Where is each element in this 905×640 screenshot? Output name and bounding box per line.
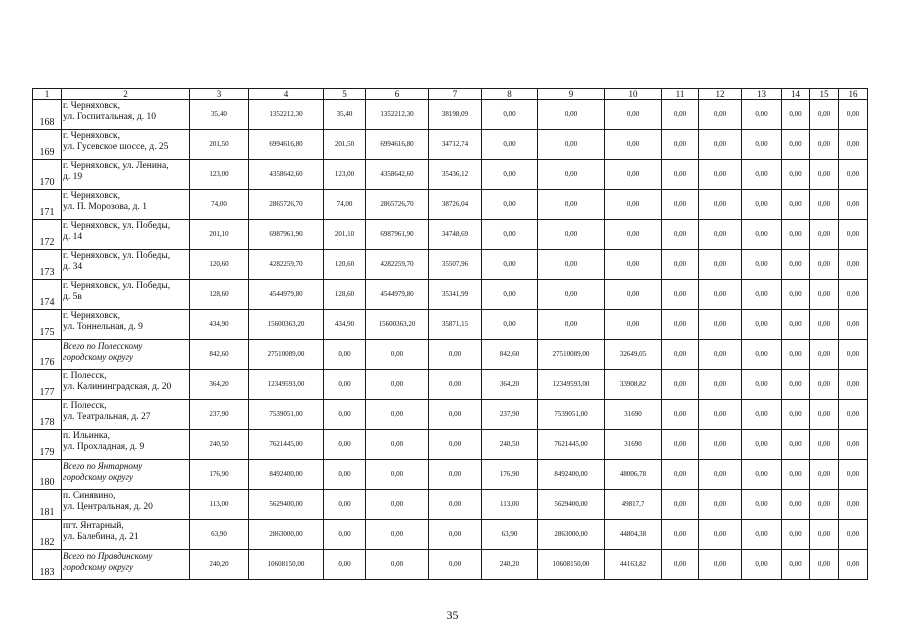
value-cell: 0,00: [839, 310, 868, 340]
value-cell: 0,00: [662, 430, 699, 460]
value-cell: 0,00: [662, 220, 699, 250]
value-cell: 15600363,20: [366, 310, 429, 340]
value-cell: 0,00: [810, 220, 839, 250]
value-cell: 0,00: [839, 400, 868, 430]
value-cell: 0,00: [482, 280, 538, 310]
value-cell: 0,00: [429, 370, 482, 400]
value-cell: 0,00: [662, 340, 699, 370]
value-cell: 0,00: [538, 220, 605, 250]
table-row: [33, 430, 868, 460]
value-cell: 0,00: [839, 370, 868, 400]
address-cell: г. Черняховск, ул. Госпитальная, д. 10: [62, 100, 190, 130]
value-cell: 0,00: [839, 190, 868, 220]
row-number: 169: [33, 130, 62, 160]
column-header: 13: [742, 89, 782, 100]
value-cell: 49817,7: [605, 490, 662, 520]
value-cell: 0,00: [324, 340, 366, 370]
table-row: [33, 460, 868, 490]
value-cell: 0,00: [782, 430, 810, 460]
value-cell: 0,00: [482, 190, 538, 220]
row-number: 172: [33, 220, 62, 250]
value-cell: 0,00: [742, 400, 782, 430]
value-cell: 0,00: [839, 220, 868, 250]
value-cell: 364,20: [190, 370, 249, 400]
address-cell: г. Черняховск, ул. Победы, д. 14: [62, 220, 190, 250]
value-cell: 0,00: [742, 190, 782, 220]
value-cell: 0,00: [482, 310, 538, 340]
value-cell: 6994616,80: [366, 130, 429, 160]
column-header: 6: [366, 89, 429, 100]
value-cell: 0,00: [429, 340, 482, 370]
value-cell: 0,00: [662, 130, 699, 160]
value-cell: 0,00: [605, 220, 662, 250]
column-header: 9: [538, 89, 605, 100]
value-cell: 0,00: [699, 130, 742, 160]
value-cell: 0,00: [662, 310, 699, 340]
value-cell: 27510089,00: [538, 340, 605, 370]
value-cell: 0,00: [782, 130, 810, 160]
value-cell: 0,00: [742, 370, 782, 400]
value-cell: 237,90: [482, 400, 538, 430]
column-header: 10: [605, 89, 662, 100]
value-cell: 0,00: [742, 550, 782, 580]
value-cell: 0,00: [782, 250, 810, 280]
value-cell: 0,00: [839, 490, 868, 520]
value-cell: 0,00: [782, 460, 810, 490]
address-cell: г. Полесск, ул. Калининградская, д. 20: [62, 370, 190, 400]
value-cell: 0,00: [742, 250, 782, 280]
value-cell: 0,00: [429, 430, 482, 460]
value-cell: 0,00: [538, 250, 605, 280]
value-cell: 38198,09: [429, 100, 482, 130]
value-cell: 0,00: [699, 520, 742, 550]
value-cell: 7621445,00: [538, 430, 605, 460]
address-cell: г. Черняховск, ул. Гусевское шоссе, д. 25: [62, 130, 190, 160]
value-cell: 2863000,00: [538, 520, 605, 550]
value-cell: 240,20: [482, 550, 538, 580]
row-number: 181: [33, 490, 62, 520]
value-cell: 0,00: [742, 520, 782, 550]
value-cell: 0,00: [810, 280, 839, 310]
value-cell: 0,00: [366, 340, 429, 370]
address-cell: п. Ильинка, ул. Прохладная, д. 9: [62, 430, 190, 460]
value-cell: 176,90: [482, 460, 538, 490]
value-cell: 0,00: [810, 160, 839, 190]
value-cell: 0,00: [810, 550, 839, 580]
value-cell: 74,00: [190, 190, 249, 220]
value-cell: 0,00: [782, 190, 810, 220]
row-number: 183: [33, 550, 62, 580]
column-header: 14: [782, 89, 810, 100]
table-row: [33, 550, 868, 580]
row-number: 182: [33, 520, 62, 550]
column-header: 12: [699, 89, 742, 100]
row-number: 175: [33, 310, 62, 340]
value-cell: 34748,69: [429, 220, 482, 250]
table-row: [33, 130, 868, 160]
value-cell: 0,00: [810, 310, 839, 340]
value-cell: 0,00: [782, 370, 810, 400]
value-cell: 7621445,00: [249, 430, 324, 460]
value-cell: 0,00: [742, 340, 782, 370]
column-header: 11: [662, 89, 699, 100]
header-row: [33, 89, 868, 100]
value-cell: 0,00: [662, 280, 699, 310]
value-cell: 5629400,00: [249, 490, 324, 520]
value-cell: 0,00: [429, 520, 482, 550]
value-cell: 0,00: [662, 190, 699, 220]
value-cell: 0,00: [605, 250, 662, 280]
row-number: 168: [33, 100, 62, 130]
value-cell: 0,00: [366, 430, 429, 460]
value-cell: 0,00: [429, 550, 482, 580]
value-cell: 0,00: [699, 460, 742, 490]
value-cell: 113,00: [190, 490, 249, 520]
value-cell: 0,00: [742, 490, 782, 520]
value-cell: 0,00: [538, 190, 605, 220]
district-total-label: Всего по Полесскому городскому округу: [62, 340, 190, 370]
value-cell: 38726,04: [429, 190, 482, 220]
value-cell: 0,00: [662, 550, 699, 580]
value-cell: 0,00: [662, 100, 699, 130]
value-cell: 0,00: [839, 340, 868, 370]
column-header: 2: [62, 89, 190, 100]
table-row: [33, 160, 868, 190]
value-cell: 0,00: [699, 490, 742, 520]
value-cell: 0,00: [605, 190, 662, 220]
value-cell: 4358642,60: [366, 160, 429, 190]
table-row: [33, 340, 868, 370]
table-row: [33, 490, 868, 520]
value-cell: 44804,38: [605, 520, 662, 550]
district-total-label: Всего по Янтарному городскому округу: [62, 460, 190, 490]
value-cell: 0,00: [839, 520, 868, 550]
value-cell: 0,00: [810, 400, 839, 430]
value-cell: 35436,12: [429, 160, 482, 190]
value-cell: 201,50: [190, 130, 249, 160]
value-cell: 10608150,00: [538, 550, 605, 580]
value-cell: 63,90: [482, 520, 538, 550]
value-cell: 113,00: [482, 490, 538, 520]
value-cell: 434,90: [190, 310, 249, 340]
value-cell: 0,00: [782, 520, 810, 550]
value-cell: 0,00: [324, 430, 366, 460]
value-cell: 2863000,00: [249, 520, 324, 550]
row-number: 180: [33, 460, 62, 490]
row-number: 170: [33, 160, 62, 190]
value-cell: 0,00: [742, 460, 782, 490]
value-cell: 0,00: [482, 100, 538, 130]
value-cell: 35,40: [324, 100, 366, 130]
value-cell: 123,00: [190, 160, 249, 190]
value-cell: 128,60: [324, 280, 366, 310]
value-cell: 0,00: [366, 550, 429, 580]
value-cell: 0,00: [366, 460, 429, 490]
value-cell: 0,00: [810, 340, 839, 370]
value-cell: 0,00: [810, 460, 839, 490]
value-cell: 0,00: [699, 370, 742, 400]
value-cell: 0,00: [810, 190, 839, 220]
value-cell: 0,00: [782, 100, 810, 130]
value-cell: 0,00: [782, 160, 810, 190]
column-header: 16: [839, 89, 868, 100]
value-cell: 0,00: [662, 160, 699, 190]
address-cell: г. Черняховск, ул. П. Морозова, д. 1: [62, 190, 190, 220]
value-cell: 0,00: [839, 160, 868, 190]
value-cell: 0,00: [366, 490, 429, 520]
value-cell: 0,00: [839, 460, 868, 490]
value-cell: 176,90: [190, 460, 249, 490]
value-cell: 0,00: [699, 340, 742, 370]
page-number: 35: [446, 608, 459, 622]
row-number: 178: [33, 400, 62, 430]
value-cell: 240,50: [190, 430, 249, 460]
value-cell: 33908,82: [605, 370, 662, 400]
value-cell: 0,00: [699, 430, 742, 460]
value-cell: 0,00: [662, 490, 699, 520]
value-cell: 4544979,80: [366, 280, 429, 310]
address-cell: г. Полесск, ул. Театральная, д. 27: [62, 400, 190, 430]
value-cell: 240,20: [190, 550, 249, 580]
table-row: [33, 100, 868, 130]
data-table: [32, 88, 868, 580]
value-cell: 15600363,20: [249, 310, 324, 340]
value-cell: 0,00: [839, 130, 868, 160]
column-header: 7: [429, 89, 482, 100]
value-cell: 0,00: [662, 370, 699, 400]
value-cell: 0,00: [742, 100, 782, 130]
value-cell: 0,00: [662, 520, 699, 550]
value-cell: 0,00: [662, 400, 699, 430]
value-cell: 0,00: [605, 100, 662, 130]
value-cell: 0,00: [538, 280, 605, 310]
value-cell: 31690: [605, 430, 662, 460]
value-cell: 120,60: [190, 250, 249, 280]
value-cell: 0,00: [810, 370, 839, 400]
value-cell: 0,00: [742, 430, 782, 460]
value-cell: 120,60: [324, 250, 366, 280]
value-cell: 128,60: [190, 280, 249, 310]
value-cell: 0,00: [699, 100, 742, 130]
value-cell: 0,00: [782, 490, 810, 520]
value-cell: 0,00: [324, 550, 366, 580]
value-cell: 4282259,70: [366, 250, 429, 280]
value-cell: 842,60: [482, 340, 538, 370]
value-cell: 237,90: [190, 400, 249, 430]
value-cell: 0,00: [482, 160, 538, 190]
value-cell: 434,90: [324, 310, 366, 340]
row-number: 176: [33, 340, 62, 370]
value-cell: 10608150,00: [249, 550, 324, 580]
value-cell: 35,40: [190, 100, 249, 130]
row-number: 171: [33, 190, 62, 220]
value-cell: 0,00: [742, 160, 782, 190]
value-cell: 0,00: [810, 100, 839, 130]
value-cell: 0,00: [699, 250, 742, 280]
value-cell: 12349593,00: [249, 370, 324, 400]
value-cell: 0,00: [742, 220, 782, 250]
value-cell: 35341,99: [429, 280, 482, 310]
column-header: 4: [249, 89, 324, 100]
value-cell: 6987961,90: [249, 220, 324, 250]
value-cell: 0,00: [782, 340, 810, 370]
value-cell: 0,00: [605, 310, 662, 340]
value-cell: 0,00: [605, 280, 662, 310]
district-total-label: Всего по Правдинскому городскому округу: [62, 550, 190, 580]
value-cell: 0,00: [699, 310, 742, 340]
value-cell: 0,00: [324, 520, 366, 550]
value-cell: 35871,15: [429, 310, 482, 340]
value-cell: 842,60: [190, 340, 249, 370]
value-cell: 201,10: [190, 220, 249, 250]
value-cell: 0,00: [782, 310, 810, 340]
value-cell: 0,00: [742, 130, 782, 160]
value-cell: 0,00: [839, 280, 868, 310]
value-cell: 0,00: [482, 130, 538, 160]
value-cell: 0,00: [662, 460, 699, 490]
value-cell: 0,00: [366, 520, 429, 550]
column-header: 1: [33, 89, 62, 100]
value-cell: 12349593,00: [538, 370, 605, 400]
value-cell: 0,00: [742, 310, 782, 340]
value-cell: 0,00: [782, 400, 810, 430]
value-cell: 2865726,70: [366, 190, 429, 220]
value-cell: 48006,78: [605, 460, 662, 490]
table-row: [33, 310, 868, 340]
value-cell: 0,00: [742, 280, 782, 310]
value-cell: 2865726,70: [249, 190, 324, 220]
value-cell: 0,00: [699, 550, 742, 580]
value-cell: 0,00: [429, 400, 482, 430]
value-cell: 364,20: [482, 370, 538, 400]
value-cell: 0,00: [429, 460, 482, 490]
value-cell: 1352212,30: [249, 100, 324, 130]
value-cell: 0,00: [699, 400, 742, 430]
value-cell: 8492400,00: [249, 460, 324, 490]
value-cell: 4544979,80: [249, 280, 324, 310]
value-cell: 0,00: [810, 250, 839, 280]
value-cell: 34712,74: [429, 130, 482, 160]
value-cell: 0,00: [605, 130, 662, 160]
value-cell: 0,00: [605, 160, 662, 190]
value-cell: 35507,96: [429, 250, 482, 280]
value-cell: 0,00: [324, 400, 366, 430]
value-cell: 0,00: [366, 370, 429, 400]
value-cell: 0,00: [782, 280, 810, 310]
value-cell: 74,00: [324, 190, 366, 220]
value-cell: 0,00: [538, 100, 605, 130]
value-cell: 0,00: [429, 490, 482, 520]
value-cell: 0,00: [699, 190, 742, 220]
table-row: [33, 520, 868, 550]
column-header: 15: [810, 89, 839, 100]
table-row: [33, 400, 868, 430]
table-row: [33, 370, 868, 400]
address-cell: г. Черняховск, ул. Ленина, д. 19: [62, 160, 190, 190]
column-header: 8: [482, 89, 538, 100]
value-cell: 4282259,70: [249, 250, 324, 280]
address-cell: г. Черняховск, ул. Победы, д. 34: [62, 250, 190, 280]
value-cell: 0,00: [482, 250, 538, 280]
value-cell: 7539051,00: [249, 400, 324, 430]
table-row: [33, 280, 868, 310]
value-cell: 5629400,00: [538, 490, 605, 520]
address-cell: г. Черняховск, ул. Тоннельная, д. 9: [62, 310, 190, 340]
column-header: 5: [324, 89, 366, 100]
value-cell: 0,00: [324, 460, 366, 490]
address-cell: г. Черняховск, ул. Победы, д. 5в: [62, 280, 190, 310]
value-cell: 0,00: [324, 370, 366, 400]
value-cell: 31690: [605, 400, 662, 430]
value-cell: 240,50: [482, 430, 538, 460]
value-cell: 1352212,30: [366, 100, 429, 130]
value-cell: 7539051,00: [538, 400, 605, 430]
value-cell: 0,00: [324, 490, 366, 520]
value-cell: 0,00: [538, 130, 605, 160]
value-cell: 0,00: [839, 430, 868, 460]
value-cell: 0,00: [810, 430, 839, 460]
value-cell: 0,00: [699, 160, 742, 190]
value-cell: 8492400,00: [538, 460, 605, 490]
value-cell: 0,00: [538, 160, 605, 190]
value-cell: 0,00: [699, 220, 742, 250]
value-cell: 0,00: [839, 250, 868, 280]
table-row: [33, 250, 868, 280]
value-cell: 201,50: [324, 130, 366, 160]
value-cell: 6987961,90: [366, 220, 429, 250]
row-number: 174: [33, 280, 62, 310]
row-number: 177: [33, 370, 62, 400]
value-cell: 201,10: [324, 220, 366, 250]
value-cell: 0,00: [782, 220, 810, 250]
value-cell: 63,90: [190, 520, 249, 550]
value-cell: 0,00: [699, 280, 742, 310]
value-cell: 0,00: [839, 550, 868, 580]
value-cell: 0,00: [810, 130, 839, 160]
row-number: 173: [33, 250, 62, 280]
row-number: 179: [33, 430, 62, 460]
table-row: [33, 190, 868, 220]
value-cell: 0,00: [839, 100, 868, 130]
value-cell: 27510089,00: [249, 340, 324, 370]
value-cell: 0,00: [538, 310, 605, 340]
value-cell: 6994616,80: [249, 130, 324, 160]
value-cell: 0,00: [482, 220, 538, 250]
column-header: 3: [190, 89, 249, 100]
value-cell: 0,00: [366, 400, 429, 430]
address-cell: пгт. Янтарный, ул. Балебина, д. 21: [62, 520, 190, 550]
table-row: [33, 220, 868, 250]
value-cell: 0,00: [782, 550, 810, 580]
value-cell: 4358642,60: [249, 160, 324, 190]
address-cell: п. Синявино, ул. Центральная, д. 20: [62, 490, 190, 520]
value-cell: 0,00: [810, 490, 839, 520]
value-cell: 0,00: [810, 520, 839, 550]
value-cell: 32649,05: [605, 340, 662, 370]
value-cell: 44163,82: [605, 550, 662, 580]
value-cell: 0,00: [662, 250, 699, 280]
value-cell: 123,00: [324, 160, 366, 190]
